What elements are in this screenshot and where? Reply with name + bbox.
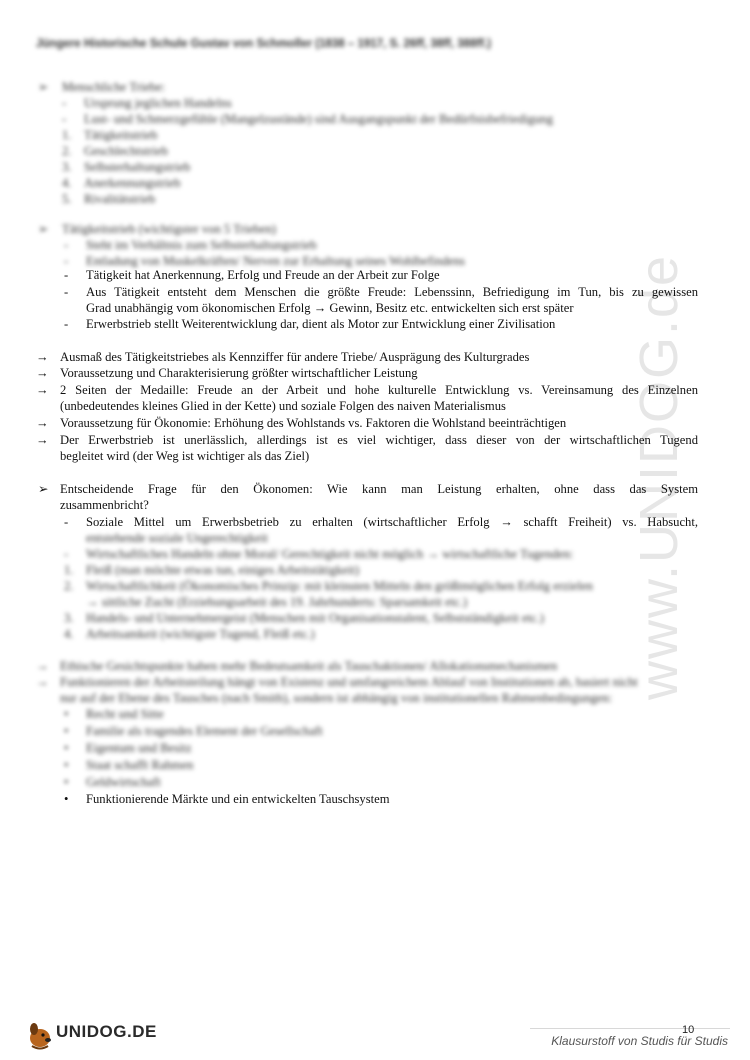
list-marker: 4. [62,176,72,190]
arrow-item: Voraussetzung und Charakterisierung größter wirtschaftlicher Leistung [60,366,418,380]
bullet-item: Geldwirtschaft [86,775,161,789]
arrow-item-continuation: begleitet wird (der Weg ist wichtiger als das Ziel) [60,449,310,463]
list-item: Selbsterhaltungstrieb [84,160,191,174]
dash-marker: - [64,238,69,252]
list-item: Aus Tätigkeit entsteht dem Menschen die größte Freude: Lebenssinn, Befriedigung im Tun, bis zu gewissen [86,285,698,299]
bullet-item: Staat schafft Rahmen [86,758,194,772]
arrow-item-continuation: (unbedeutendes kleines Glied in der Kette) und soziale Folgen des naiven Materialismus [60,399,506,413]
bullet-marker: • [64,758,69,772]
bullet-item: Recht und Sitte [86,707,164,721]
list-item: Entladung von Muskelkräften/ Nerven zur Erhaltung seines Wohlbefindens [86,254,465,268]
list-item-continuation: → sittliche Zucht (Erziehungsarbeit des 19. Jahrhunderts: Sparsamkeit etc.) [86,595,468,609]
arrow-item: Ethische Gesichtspunkte haben mehr Bedeutsamkeit als Tauschaktionen/ Allokationsmechanismen [60,659,558,673]
list-item: Steht im Verhältnis zum Selbsterhaltungstrieb [86,238,317,252]
watermark: www.UNIDOG.de [629,253,689,700]
list-marker: 4. [64,627,74,641]
section-heading: Menschliche Triebe: [62,80,166,94]
dash-marker: - [64,268,69,282]
list-marker: - [62,112,67,126]
dash-marker: - [64,547,69,561]
arrow-item: 2 Seiten der Medaille: Freude an der Arbeit und hohe kulturelle Entwicklung vs. Vereinsamung des Einzelnen [60,383,698,397]
dash-marker: - [64,254,69,268]
list-marker: 3. [64,611,74,625]
bullet-marker: • [64,724,69,738]
arrow-item: Voraussetzung für Ökonomie: Erhöhung des Wohlstands vs. Faktoren die Wohlstand beeinträchtigen [60,416,567,430]
arrowhead-marker: ➢ [38,80,49,94]
dash-marker: - [64,285,69,299]
section-heading: Tätigkeitstrieb (wichtigster von 5 Trieben) [62,222,277,236]
list-item: Soziale Mittel um Erwerbsbetrieb zu erhalten (wirtschaftlicher Erfolg → schafft Freiheit) vs. Habsucht, [86,515,698,529]
bullet-marker: • [64,741,69,755]
arrow-marker: → [36,350,49,364]
list-item-continuation: entstehende soziale Ungerechtigkeit [86,531,268,545]
arrow-item: Funktionieren der Arbeitsteilung hängt von Existenz und umfangreichem Ablauf von Institutionen ab, basiert nicht [60,675,638,689]
arrow-marker: → [36,416,49,430]
list-item: Handels- und Unternehmergeist (Menschen mit Organisationstalent, Selbstständigkeit etc.) [86,611,545,625]
arrow-marker: → [36,366,49,380]
bullet-item: Eigentum und Besitz [86,741,192,755]
bullet-marker: • [64,707,69,721]
page-number: 10 [682,1024,695,1036]
arrow-marker: → [36,659,49,673]
list-item: Lust- und Schmerzgefühle (Mangelzustände) sind Ausgangspunkt der Bedürfnisbefriedigung [84,112,554,126]
bullet-marker: • [64,792,69,806]
question-text: Entscheidende Frage für den Ökonomen: Wie kann man Leistung erhalten, ohne dass das System [60,482,698,496]
list-item: Geschlechtstrieb [84,144,168,158]
list-marker: 1. [62,128,72,142]
list-item: Erwerbstrieb stellt Weiterentwicklung dar, dient als Motor zur Entwicklung einer Zivilisation [86,317,556,331]
footer-tagline: Klausurstoff von Studis für Studis [551,1034,728,1048]
bullet-item: Funktionierende Märkte und ein entwickelten Tauschsystem [86,792,390,806]
list-item: Anerkennungstrieb [84,176,181,190]
list-marker: - [62,96,67,110]
list-item: Arbeitsamkeit (wichtigste Tugend, Fleiß etc.) [86,627,315,641]
dash-marker: - [64,515,69,529]
arrow-item-continuation: nur auf der Ebene des Tausches (nach Smith), sondern ist abhängig von institutionellen Rahmenbedingungen: [60,691,613,705]
list-marker: 3. [62,160,72,174]
list-marker: 5. [62,192,72,206]
question-continuation: zusammenbricht? [60,498,149,512]
dash-marker: - [64,317,69,331]
list-item: Tätigkeitstrieb [84,128,158,142]
list-marker: 1. [64,563,74,577]
list-item: Wirtschaftliches Handeln ohne Moral/ Gerechtigkeit nicht möglich → wirtschaftliche Tugenden: [86,547,574,561]
list-item: Tätigkeit hat Anerkennung, Erfolg und Freude an der Arbeit zur Folge [86,268,440,282]
arrow-item: Ausmaß des Tätigkeitstriebes als Kennziffer für andere Triebe/ Ausprägung des Kulturgrades [60,350,530,364]
arrow-marker: → [36,675,49,689]
bullet-marker: • [64,775,69,789]
arrow-item: Der Erwerbstrieb ist unerlässlich, allerdings ist es viel wichtiger, dass dieser von der wirtschaftlichen Tugend [60,433,698,447]
list-item: Fleiß (man möchte etwas tun, einiges Arbeitstätigkeit) [86,563,360,577]
bullet-item: Familie als tragendes Element der Gesellschaft [86,724,323,738]
list-marker: 2. [64,579,74,593]
page-title: Jüngere Historische Schule Gustav von Schmoller (1838 – 1917, S. 26ff, 38ff, 388ff.) [36,38,492,50]
list-item: Rivalitätstrieb [84,192,156,206]
logo-text: UNIDOG.DE [56,1022,157,1041]
list-item: Wirtschaftlichkeit (Ökonomisches Prinzip: mit kleinsten Mitteln den größtmöglichen Erfolg erzielen [86,579,593,593]
list-marker: 2. [62,144,72,158]
arrow-marker: → [36,383,49,397]
arrow-marker: → [36,433,49,447]
list-item: Ursprung jeglichen Handelns [84,96,232,110]
list-item-continuation: Grad unabhängig vom ökonomischen Erfolg → Gewinn, Besitz etc. entwickelten sich erst später [86,301,574,315]
footer-divider [530,1028,730,1029]
arrowhead-marker: ➢ [38,222,49,236]
arrowhead-marker: ➢ [38,482,49,496]
